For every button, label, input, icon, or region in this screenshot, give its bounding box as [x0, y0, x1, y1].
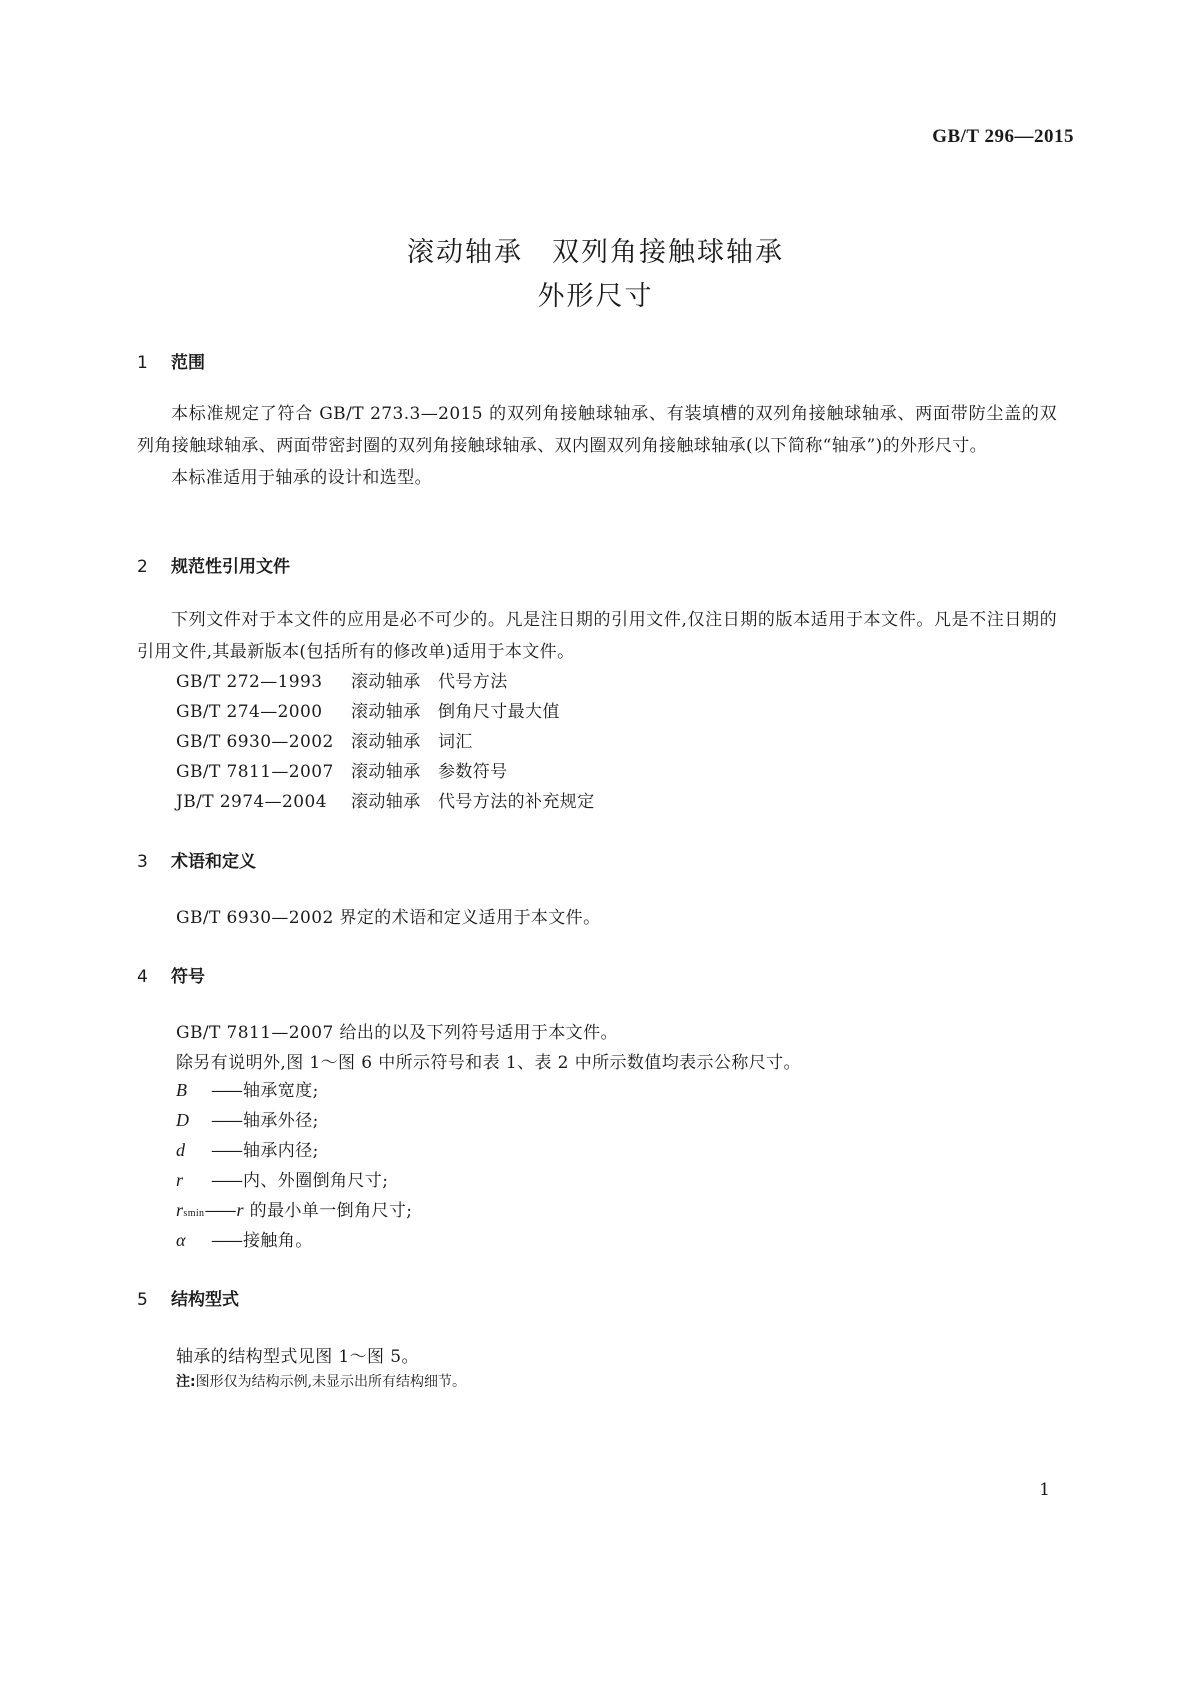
symbol-description: 轴承宽度; — [243, 1081, 319, 1101]
dash: —— — [211, 1081, 241, 1101]
standard-id: GB/T 296—2015 — [932, 126, 1074, 147]
paragraph: 轴承的结构型式见图 1～图 5。 — [176, 1347, 419, 1367]
symbol-subscript: smin — [183, 1208, 205, 1219]
section-number: 4 — [137, 967, 148, 987]
reference-item — [176, 787, 595, 812]
reference-title: 滚动轴承 倒角尺寸最大值 — [351, 702, 560, 722]
section-heading-structure — [137, 1285, 239, 1310]
section-body-scope — [137, 398, 1057, 494]
section-heading-normative-references — [137, 552, 290, 577]
symbol — [176, 1200, 204, 1221]
document-title: 滚动轴承 双列角接触球轴承 — [407, 237, 784, 268]
symbol-item — [176, 1226, 313, 1251]
symbol: D — [176, 1110, 190, 1130]
reference-title: 滚动轴承 代号方法 — [351, 672, 508, 692]
reference-item — [176, 697, 560, 722]
section-heading-terms — [137, 847, 256, 872]
reference-code: GB/T 6930—2002 — [176, 732, 334, 752]
note-label: 注: — [176, 1374, 196, 1390]
note — [176, 1371, 466, 1391]
symbol-letter: r — [176, 1200, 184, 1220]
reference-item — [176, 727, 473, 752]
symbol-description: 的最小单一倒角尺寸; — [243, 1201, 413, 1221]
reference-title: 滚动轴承 参数符号 — [351, 762, 508, 782]
symbol-description: 轴承内径; — [243, 1141, 319, 1161]
reference-item — [176, 757, 508, 782]
dash: —— — [204, 1201, 235, 1221]
paragraph: 下列文件对于本文件的应用是必不可少的。凡是注日期的引用文件,仅注日期的版本适用于本文件。凡是不注日期的引用文件,其最新版本(包括所有的修改单)适用于本文件。 — [137, 610, 1057, 662]
section-title: 范围 — [171, 353, 205, 373]
note-text: 图形仅为结构示例,未显示出所有结构细节。 — [195, 1374, 467, 1390]
symbol: α — [176, 1230, 186, 1250]
paragraph: 本标准适用于轴承的设计和选型。 — [171, 468, 432, 488]
symbol-item — [176, 1106, 319, 1131]
reference-code: GB/T 272—1993 — [176, 672, 323, 692]
section-number: 2 — [137, 557, 148, 577]
section-title: 规范性引用文件 — [171, 557, 290, 577]
page-number: 1 — [1039, 1480, 1050, 1500]
dash: —— — [211, 1171, 241, 1191]
symbol-item — [176, 1136, 319, 1161]
section-number: 3 — [137, 852, 148, 872]
section-title: 符号 — [171, 967, 205, 987]
symbol-item — [176, 1196, 412, 1221]
dash: —— — [211, 1141, 241, 1161]
symbol: d — [176, 1140, 186, 1160]
section-number: 1 — [137, 353, 148, 373]
paragraph: GB/T 7811—2007 给出的以及下列符号适用于本文件。 — [176, 1023, 618, 1043]
section-heading-scope — [137, 348, 205, 373]
reference-code: GB/T 274—2000 — [176, 702, 323, 722]
reference-item — [176, 667, 508, 692]
symbol-description: 接触角。 — [243, 1231, 313, 1251]
section-title: 结构型式 — [171, 1290, 239, 1310]
symbol-item — [176, 1076, 319, 1101]
symbol-reference: r — [236, 1200, 244, 1220]
section-number: 5 — [137, 1290, 148, 1310]
dash: —— — [211, 1111, 241, 1131]
paragraph: 除另有说明外,图 1～图 6 中所示符号和表 1、表 2 中所示数值均表示公称尺寸。 — [176, 1053, 801, 1073]
section-heading-symbols — [137, 962, 205, 987]
section-title: 术语和定义 — [171, 852, 256, 872]
symbol: r — [176, 1170, 184, 1190]
paragraph: 本标准规定了符合 GB/T 273.3—2015 的双列角接触球轴承、有装填槽的双列角接触球轴承、两面带防尘盖的双列角接触球轴承、两面带密封圈的双列角接触球轴承、双内圈双列角接触球轴承(以下简称“轴承”)的外形尺寸。 — [137, 404, 1057, 456]
section-body-normative-references — [137, 604, 1057, 668]
paragraph: GB/T 6930—2002 界定的术语和定义适用于本文件。 — [176, 908, 601, 928]
document-subtitle: 外形尺寸 — [537, 281, 654, 312]
reference-code: JB/T 2974—2004 — [176, 792, 327, 812]
reference-code: GB/T 7811—2007 — [176, 762, 334, 782]
symbol-description: 内、外圈倒角尺寸; — [243, 1171, 389, 1191]
symbol-item — [176, 1166, 388, 1191]
symbol-description: 轴承外径; — [243, 1111, 319, 1131]
symbol: B — [176, 1080, 188, 1100]
dash: —— — [211, 1231, 241, 1251]
reference-title: 滚动轴承 代号方法的补充规定 — [351, 792, 595, 812]
reference-title: 滚动轴承 词汇 — [351, 732, 473, 752]
